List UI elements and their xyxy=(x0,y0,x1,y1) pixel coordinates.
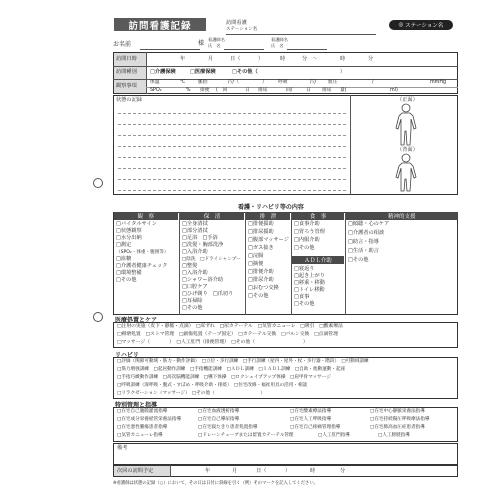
special-r3-c0[interactable]: □気管カニューレ指導 xyxy=(117,433,163,438)
date-hour: 時 xyxy=(280,56,286,62)
date-day: 日（ xyxy=(230,56,241,62)
body-front-icon[interactable] xyxy=(393,103,419,147)
obs-urine-count: 回/ xyxy=(286,87,293,93)
adl-item-1[interactable]: □起き上がり xyxy=(294,273,325,279)
exc-item-5[interactable]: □摘便 xyxy=(248,261,264,267)
adl-item-5[interactable]: □その他 xyxy=(294,301,315,307)
next-year: 年 xyxy=(205,468,211,474)
exc-item-6[interactable]: □排便介助 xyxy=(248,269,274,275)
rehab-row-0[interactable]: □評価（関節可動域・筋力・動作評価） □立位・歩行訓練 □手行訓練（屋内・屋外・杖・歩行器・階段） □可動域訓練 xyxy=(117,359,369,364)
obs-item-other[interactable]: □その他 xyxy=(116,277,137,283)
obs-stool-count: ( 回 xyxy=(216,87,228,93)
obs-urine: 排尿 xyxy=(258,87,268,93)
body-back-label: （背面） xyxy=(397,147,418,153)
hyg-item-9[interactable]: □口腔ケア xyxy=(182,284,208,290)
special-r1-c2[interactable]: □在宅人工呼吸指導 xyxy=(290,417,332,422)
next-hour: 時 xyxy=(310,468,316,474)
adl-item-4[interactable]: □食事 xyxy=(294,294,310,300)
meal-item-2[interactable]: □内服介助 xyxy=(294,237,320,243)
hyg-item-12[interactable]: □その他 xyxy=(182,305,203,311)
rehab-row-4[interactable]: □リラクゼーション（マッサージ） □その他（ ） xyxy=(117,391,266,396)
adl-item-3[interactable]: □トイレ移動 xyxy=(294,287,325,293)
remarks-label: 備考 xyxy=(117,445,128,451)
rehab-row-1[interactable]: □筋力増強訓練 □起居動作訓練 □手指機能訓練 □ＡＤＬ訓練 □ＩＡＤＬ訓練 □自助・他動運動・起座 xyxy=(117,367,346,372)
special-r0-c0[interactable]: □在宅自己腹膜灌流指導 xyxy=(117,409,168,414)
type-iryo[interactable]: □医療保険 xyxy=(190,69,216,75)
obs-urine-day: 日 xyxy=(306,87,311,93)
footnote: ※看護師は状態の記録（○）において、その日は日付に斜線を引く（例）そのマークを記入してください。 xyxy=(113,481,318,486)
special-r1-c0[interactable]: □在宅成分栄養経管栄養法指導 xyxy=(117,417,182,422)
obs-bp-unit: mmHg xyxy=(430,80,446,85)
special-r2-c3[interactable]: □在宅肺高血圧症患者指導 xyxy=(370,425,425,430)
obs-urine2: 排尿 xyxy=(322,87,332,93)
obs-resp-unit: /分 xyxy=(310,80,317,85)
date-weekday: ） xyxy=(258,56,264,62)
name-field[interactable] xyxy=(140,36,200,50)
staff2-label: 看護師名 xyxy=(271,37,288,42)
exc-item-8[interactable]: □おむつ交換 xyxy=(248,285,279,291)
mental-item-3[interactable]: □生活・助言 xyxy=(348,248,379,254)
special-title: 特別管理と指導 xyxy=(115,402,158,409)
rehab-row-2[interactable]: □手指巧緻動作訓練 □高次脳機能訓練 □嚥下体操 □ロクシェイプアップ体操 □肩甲骨マッサージ xyxy=(117,375,331,380)
cat-meal-header: 食 事 xyxy=(292,212,344,220)
office-label: 訪問看護 xyxy=(226,20,247,26)
obs-temp: 体温 xyxy=(150,80,160,85)
next-min: 分 xyxy=(340,468,346,474)
special-r2-c1[interactable]: □在宅寝たきり患者処置指導 xyxy=(198,425,258,430)
remarks-input[interactable] xyxy=(135,445,453,463)
special-r3-c1[interactable]: □ドレーンチューブまたは留置カテーテル管理 xyxy=(198,433,294,438)
mental-item-0[interactable]: □傾聴・心のケア xyxy=(348,221,390,227)
cat-excretion-header: 排 泄 xyxy=(246,212,290,220)
cat-hygiene-header: 保 清 xyxy=(180,212,244,220)
hyg-item-3[interactable]: □洗髪・胸部洗浄 xyxy=(182,242,224,248)
care-title: 看護・リハビリ等の内容 xyxy=(238,204,304,211)
obs-item-vital[interactable]: □バイタルサイン xyxy=(116,221,157,227)
observation-label: 観察事項 xyxy=(116,83,137,89)
hyg-item-11[interactable]: □耳掃除 xyxy=(182,298,203,304)
body-back-icon[interactable] xyxy=(393,153,419,193)
special-r2-c2[interactable]: □在宅自己疼痛管理指導 xyxy=(290,425,341,430)
obs-temp-unit: ℃ xyxy=(180,80,186,85)
obs-spo2: SPO₂ xyxy=(150,87,162,93)
rehab-row-3[interactable]: □呼吸訓練（深呼吸・腹式・すぼめ・呼吸介助・排痰） □住宅改修・福祉用具の活用・相談 xyxy=(117,383,308,388)
hyg-item-7[interactable]: □入浴介助 xyxy=(182,270,208,276)
name-label: お名前 xyxy=(113,41,132,48)
obs-stool-day: 日 xyxy=(245,87,250,93)
obs-resp: 呼吸 xyxy=(278,80,288,85)
exc-item-2[interactable]: □腹部マッサージ xyxy=(248,237,289,243)
staff2-sub: 氏 名 xyxy=(271,43,284,48)
binder-hole-1 xyxy=(93,178,103,188)
adl-item-0[interactable]: □寝返り xyxy=(294,266,315,272)
meal-item-0[interactable]: □食事介助 xyxy=(294,221,320,227)
medical-row-2[interactable]: □マッサージ（ ） □人工肛門（排便管理） □その他（ ） xyxy=(117,340,308,345)
badge-icon: ◎ xyxy=(398,22,404,28)
visit-date-label: 訪問日時 xyxy=(116,56,137,62)
obs-item-measure-detail: （SPO₂・体重・腹囲等） xyxy=(116,250,169,255)
hyg-item-1[interactable]: □部分清拭 xyxy=(182,228,208,234)
obs-item-caregiver[interactable]: □介護者健康チェック xyxy=(116,263,168,269)
staff1-sub: 氏 名 xyxy=(208,43,221,48)
exc-item-3[interactable]: □ガス抜き xyxy=(248,245,274,251)
staff2-field[interactable] xyxy=(287,37,327,50)
special-r1-c1[interactable]: □在宅自己導尿指導 xyxy=(198,417,240,422)
cat-observation-header: 観 察 xyxy=(114,212,179,220)
mental-item-1[interactable]: □介護者の相談 xyxy=(348,230,385,236)
exc-item-7[interactable]: □排尿介助 xyxy=(248,277,274,283)
special-r2-c0[interactable]: □在宅悪性腫瘍患者指導 xyxy=(117,425,168,430)
date-hour2: 時 xyxy=(340,56,346,62)
obs-pulse: 脈拍 xyxy=(198,80,208,85)
form-title: 訪問看護記録 xyxy=(114,18,206,31)
hyg-item-4[interactable]: □入浴介助 xyxy=(182,249,208,255)
state-record-input[interactable] xyxy=(118,98,346,193)
hyg-item-5[interactable]: □陰洗 □ドライシャンプー xyxy=(182,257,241,262)
obs-pulse-close: ） xyxy=(262,80,267,85)
visit-type-label: 訪問種別 xyxy=(116,69,137,75)
binder-hole-2 xyxy=(93,312,103,322)
obs-bp-slash: / xyxy=(372,80,374,85)
adl-header: ＡＤＬ介助 xyxy=(292,256,344,264)
cat-mental-header: 精神的支援 xyxy=(346,212,458,220)
meal-item-3[interactable]: □その他 xyxy=(294,245,315,251)
special-r3-c3[interactable]: □人工膀胱指導 xyxy=(378,433,410,438)
rehab-title: リハビリ xyxy=(115,352,139,359)
office-sub: ステーション名 xyxy=(226,27,258,32)
obs-stool: 排便 xyxy=(200,87,210,93)
next-day: 日（ xyxy=(256,468,267,474)
type-close: ） xyxy=(340,69,346,75)
next-month: 月 xyxy=(232,468,238,474)
mental-item-4[interactable]: □その他 xyxy=(348,257,369,263)
obs-item-env[interactable]: □環境整備 xyxy=(116,270,142,276)
badge-text: ステーション名 xyxy=(405,23,444,29)
obs-item-water[interactable]: □水分出納 xyxy=(116,235,142,241)
mental-item-2[interactable]: □助言・指導 xyxy=(348,239,379,245)
exc-item-0[interactable]: □排便援助 xyxy=(248,221,274,227)
exc-item-4[interactable]: □浣腸 xyxy=(248,253,264,259)
next-visit-label: 次回の訪問予定 xyxy=(117,468,154,474)
date-min2: 分 xyxy=(368,56,374,62)
hyg-item-6[interactable]: □整髪 xyxy=(182,263,198,269)
meal-item-1[interactable]: □胃ろう管理 xyxy=(294,229,325,235)
state-record-label: 状態の記録 xyxy=(116,97,142,103)
obs-urine-ml: ml) xyxy=(390,87,398,93)
exc-item-1[interactable]: □排尿援助 xyxy=(248,229,274,235)
hyg-item-8[interactable]: □シャワー浴介助 xyxy=(182,277,224,283)
medical-row-1[interactable]: □褥瘡処置 □ストマ管理 □創傷処置（テープ固定） □カテーテル交換 □バルン交換 □点滴管理 xyxy=(117,332,338,337)
special-r3-c2[interactable]: □人工肛門指導 xyxy=(318,433,350,438)
obs-spo2-unit: % xyxy=(186,87,191,93)
staff1-field[interactable] xyxy=(224,37,264,50)
hyg-item-2[interactable]: □足浴 □手浴 xyxy=(182,235,218,241)
sama-label: 様 xyxy=(198,40,205,47)
station-badge xyxy=(389,20,453,30)
special-r0-c1[interactable]: □在宅血液透析指導 xyxy=(198,409,240,414)
type-kaigo[interactable]: □介護保険 xyxy=(150,69,176,75)
date-min-to: 分 〜 xyxy=(302,56,318,62)
next-weekday: ） xyxy=(285,468,291,474)
body-front-label: （正面） xyxy=(397,97,418,103)
obs-pulse-unit: /分（ xyxy=(228,80,240,85)
obs-bp: 血圧 xyxy=(328,80,338,85)
hyg-item-10[interactable]: □ひげ剃り □爪切り xyxy=(182,291,234,297)
obs-item-state[interactable]: □状態観察 xyxy=(116,228,142,234)
exc-item-9[interactable]: □その他 xyxy=(248,293,269,299)
special-r0-c2[interactable]: □在宅酸素療法指導 xyxy=(290,409,332,414)
adl-item-2[interactable]: □移乗・移動 xyxy=(294,280,325,286)
special-r1-c3[interactable]: □在宅持続陽圧呼吸療法指導 xyxy=(370,417,430,422)
special-r0-c3[interactable]: □在宅中心静脈栄養法指導 xyxy=(370,409,425,414)
date-month: 月 xyxy=(208,56,214,62)
type-other[interactable]: □その他（ xyxy=(232,69,258,75)
medical-row-0[interactable]: □注射の実施（皮下・静脈・点滴） □床ずれ □尿カテーテル □気管カニューレ □吸引 □酸素療法 xyxy=(117,324,343,329)
date-year: 年 xyxy=(180,56,186,62)
staff1-label: 看護師名 xyxy=(208,37,225,42)
medical-title: 医療処置とケア xyxy=(115,317,158,324)
obs-item-measure[interactable]: □測定 xyxy=(116,242,132,248)
obs-item-glucose[interactable]: □血糖 xyxy=(116,256,132,262)
hyg-item-0[interactable]: □全身清拭 xyxy=(182,221,208,227)
obs-urine-vol: 量( xyxy=(340,87,347,93)
